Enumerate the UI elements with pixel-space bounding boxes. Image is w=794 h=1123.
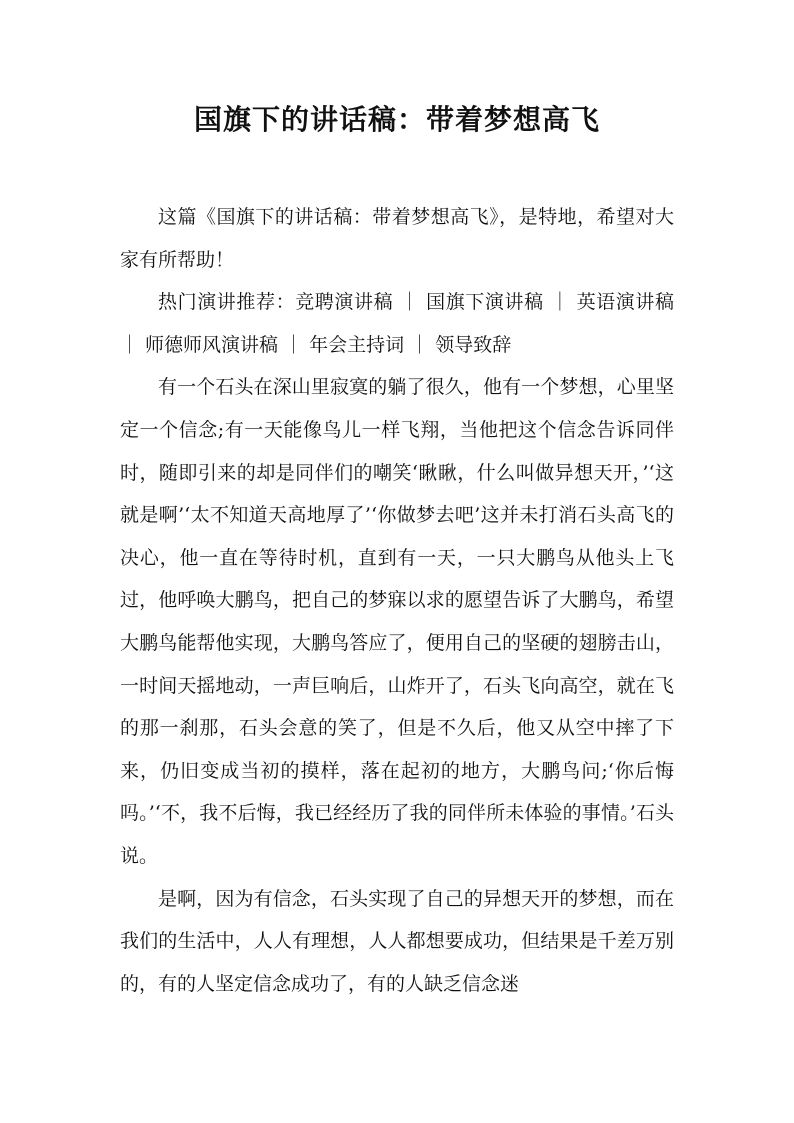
recommendations-paragraph: 热门演讲推荐：竞聘演讲稿 ｜ 国旗下演讲稿 ｜ 英语演讲稿 ｜ 师德师风演讲稿 ｜ 年会主持词 ｜ 领导致辞 — [120, 291, 674, 356]
story-paragraph: 有一个石头在深山里寂寞的躺了很久，他有一个梦想，心里坚定一个信念;有一天能像鸟儿一样飞翔，当他把这个信念告诉同伴时，随即引来的却是同伴们的嘲笑‘瞅瞅，什么叫做异想天开，’‘这就是啊’‘太不知道天高地厚了’‘你做梦去吧’这并未打消石头高飞的决心，他一直在等待时机，直到有一天，一只大鹏鸟从他头上飞过，他呼唤大鹏鸟，把自己的梦寐以求的愿望告诉了大鹏鸟，希望大鹏鸟能帮他实现，大鹏鸟答应了，便用自己的坚硬的翅膀击山，一时间天摇地动，一声巨响后，山炸开了，石头飞向高空，就在飞的那一刹那，石头会意的笑了，但是不久后，他又从空中摔了下来，仍旧变成当初的摸样，落在起初的地方，大鹏鸟问;‘你后悔吗。’‘不，我不后悔，我已经经历了我的同伴所未体验的事情。’石头说。 — [120, 376, 674, 867]
document-body — [120, 196, 674, 1005]
intro-paragraph: 这篇《国旗下的讲话稿：带着梦想高飞》，是特地，希望对大家有所帮助！ — [120, 206, 674, 271]
reflection-paragraph: 是啊，因为有信念，石头实现了自己的异想天开的梦想，而在我们的生活中，人人有理想，人人都想要成功，但结果是千差万别的，有的人坚定信念成功了，有的人缺乏信念迷 — [120, 887, 674, 995]
document-title: 国旗下的讲话稿：带着梦想高飞 — [193, 103, 600, 136]
